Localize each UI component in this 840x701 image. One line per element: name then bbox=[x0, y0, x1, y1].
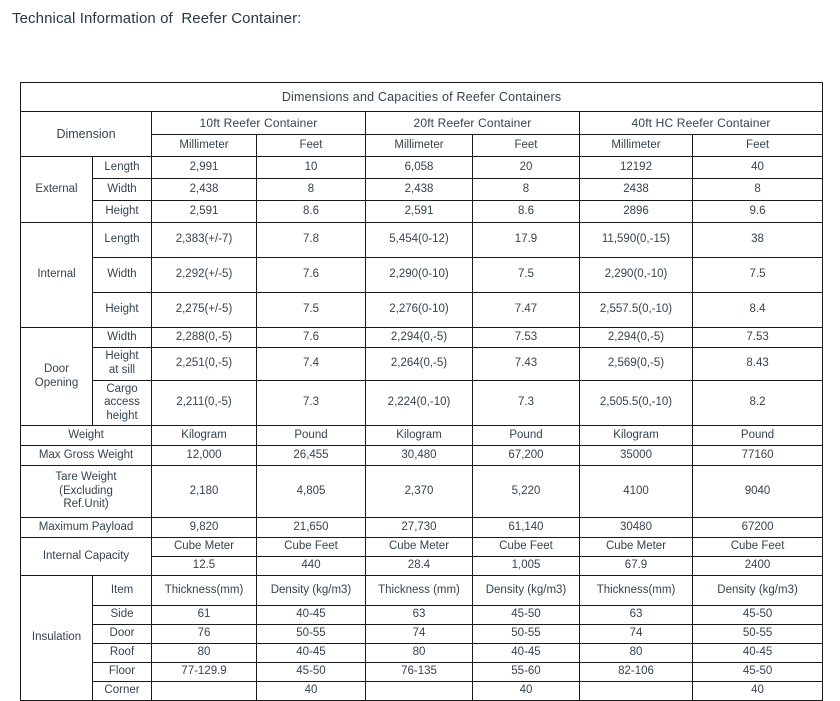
cell: 7.6 bbox=[257, 258, 366, 293]
row-label-external-width: Width bbox=[93, 179, 152, 201]
table-banner-row bbox=[21, 83, 823, 112]
label-line1: Height bbox=[105, 350, 139, 363]
cell: 40-45 bbox=[257, 606, 366, 625]
cell: 8 bbox=[693, 179, 823, 201]
row-label-external-height: Height bbox=[93, 201, 152, 223]
cell: 80 bbox=[152, 644, 257, 663]
label-line1: Tare Weight bbox=[55, 471, 117, 484]
table-row bbox=[21, 293, 823, 328]
cell: 2,264(0,-5) bbox=[366, 348, 473, 381]
weight-unit-kg-20ft: Kilogram bbox=[366, 426, 473, 446]
internal-capacity-label: Internal Capacity bbox=[21, 538, 152, 576]
cell: 40 bbox=[473, 682, 580, 701]
door-opening-label-line2: Opening bbox=[34, 376, 79, 389]
cell: 45-50 bbox=[693, 606, 823, 625]
unit-header-mm-20ft: Millimeter bbox=[366, 135, 473, 157]
cell: 9040 bbox=[693, 466, 823, 518]
row-label-internal-width: Width bbox=[93, 258, 152, 293]
cell: 50-55 bbox=[693, 625, 823, 644]
cell: 28.4 bbox=[366, 557, 473, 576]
insulation-unit-thickness-20ft: Thickness (mm) bbox=[366, 576, 473, 606]
cell: 67.9 bbox=[580, 557, 693, 576]
weight-unit-lb-20ft: Pound bbox=[473, 426, 580, 446]
cell: 45-50 bbox=[257, 663, 366, 682]
cell: 2,591 bbox=[152, 201, 257, 223]
cell: 8.43 bbox=[693, 348, 823, 381]
cell: 8.6 bbox=[257, 201, 366, 223]
cell: 10 bbox=[257, 157, 366, 179]
insulation-unit-thickness-10ft: Thickness(mm) bbox=[152, 576, 257, 606]
table-banner: Dimensions and Capacities of Reefer Containers bbox=[21, 83, 823, 112]
table-row bbox=[21, 223, 823, 258]
cell: 2,276(0-10) bbox=[366, 293, 473, 328]
cell: 2,290(0,-10) bbox=[580, 258, 693, 293]
internal-capacity-header-row bbox=[21, 538, 823, 557]
cell: 2,288(0,-5) bbox=[152, 328, 257, 348]
label-line2: (Excluding bbox=[59, 484, 113, 497]
cell: 12,000 bbox=[152, 446, 257, 466]
weight-unit-lb-10ft: Pound bbox=[257, 426, 366, 446]
cell: 74 bbox=[580, 625, 693, 644]
cell: 61,140 bbox=[473, 518, 580, 538]
table-row bbox=[21, 518, 823, 538]
cell: 6,058 bbox=[366, 157, 473, 179]
container-group-header-row bbox=[21, 112, 823, 135]
cell: 2,438 bbox=[152, 179, 257, 201]
row-label-tare-weight bbox=[21, 466, 152, 518]
cell: 76 bbox=[152, 625, 257, 644]
cell: 2896 bbox=[580, 201, 693, 223]
cell: 40-45 bbox=[257, 644, 366, 663]
cell: 40 bbox=[693, 682, 823, 701]
table-row bbox=[21, 466, 823, 518]
cell: 7.5 bbox=[693, 258, 823, 293]
unit-header-mm-10ft: Millimeter bbox=[152, 135, 257, 157]
label-line3: height bbox=[106, 409, 138, 422]
cell: 50-55 bbox=[257, 625, 366, 644]
cell bbox=[366, 682, 473, 701]
insulation-item-header: Item bbox=[93, 576, 152, 606]
cell: 80 bbox=[580, 644, 693, 663]
cell: 2,569(0,-5) bbox=[580, 348, 693, 381]
cell: 5,454(0-12) bbox=[366, 223, 473, 258]
cell: 7.47 bbox=[473, 293, 580, 328]
row-label-insulation-roof: Roof bbox=[93, 644, 152, 663]
row-label-max-gross-weight: Max Gross Weight bbox=[21, 446, 152, 466]
unit-header-ft-10ft: Feet bbox=[257, 135, 366, 157]
cell: 2,591 bbox=[366, 201, 473, 223]
cell: 7.8 bbox=[257, 223, 366, 258]
cell: 2,991 bbox=[152, 157, 257, 179]
row-label-insulation-door: Door bbox=[93, 625, 152, 644]
row-label-insulation-floor: Floor bbox=[93, 663, 152, 682]
cell: 80 bbox=[366, 644, 473, 663]
cell: 7.3 bbox=[257, 381, 366, 426]
cell: 1,005 bbox=[473, 557, 580, 576]
capacity-unit-m3-40ft: Cube Meter bbox=[580, 538, 693, 557]
weight-unit-kg-10ft: Kilogram bbox=[152, 426, 257, 446]
cell: 63 bbox=[366, 606, 473, 625]
cell: 45-50 bbox=[473, 606, 580, 625]
label-line2: at sill bbox=[108, 364, 136, 376]
cell: 9.6 bbox=[693, 201, 823, 223]
page-title: Technical Information of Reefer Container: bbox=[12, 10, 302, 27]
cell: 2,438 bbox=[366, 179, 473, 201]
reefer-container-spec-table bbox=[20, 82, 823, 701]
weight-header-row bbox=[21, 426, 823, 446]
cell bbox=[152, 682, 257, 701]
cell: 440 bbox=[257, 557, 366, 576]
insulation-header-row bbox=[21, 576, 823, 606]
cell: 12192 bbox=[580, 157, 693, 179]
cell: 30480 bbox=[580, 518, 693, 538]
capacity-unit-ft3-20ft: Cube Feet bbox=[473, 538, 580, 557]
table-row bbox=[21, 258, 823, 293]
cell: 27,730 bbox=[366, 518, 473, 538]
cell: 2,290(0-10) bbox=[366, 258, 473, 293]
cell: 35000 bbox=[580, 446, 693, 466]
cell: 7.53 bbox=[473, 328, 580, 348]
cell bbox=[580, 682, 693, 701]
row-label-door-width: Width bbox=[93, 328, 152, 348]
table-row bbox=[21, 157, 823, 179]
cell: 45-50 bbox=[693, 663, 823, 682]
cell: 2,292(+/-5) bbox=[152, 258, 257, 293]
capacity-unit-ft3-40ft: Cube Feet bbox=[693, 538, 823, 557]
cell: 2,251(0,-5) bbox=[152, 348, 257, 381]
cell: 61 bbox=[152, 606, 257, 625]
cell: 5,220 bbox=[473, 466, 580, 518]
cell: 8 bbox=[473, 179, 580, 201]
cell: 2,180 bbox=[152, 466, 257, 518]
row-label-insulation-side: Side bbox=[93, 606, 152, 625]
cell: 67,200 bbox=[473, 446, 580, 466]
table-row bbox=[21, 663, 823, 682]
cell: 4,805 bbox=[257, 466, 366, 518]
table-row bbox=[21, 606, 823, 625]
cell: 2438 bbox=[580, 179, 693, 201]
dimension-header: Dimension bbox=[21, 112, 152, 157]
table-row bbox=[21, 625, 823, 644]
cell: 76-135 bbox=[366, 663, 473, 682]
cell: 26,455 bbox=[257, 446, 366, 466]
cell: 55-60 bbox=[473, 663, 580, 682]
weight-section-label: Weight bbox=[21, 426, 152, 446]
table-row bbox=[21, 179, 823, 201]
group-label-door-opening bbox=[21, 328, 93, 426]
capacity-unit-ft3-10ft: Cube Feet bbox=[257, 538, 366, 557]
insulation-unit-density-20ft: Density (kg/m3) bbox=[473, 576, 580, 606]
cell: 7.5 bbox=[473, 258, 580, 293]
row-label-external-length: Length bbox=[93, 157, 152, 179]
cell: 7.43 bbox=[473, 348, 580, 381]
table-row bbox=[21, 201, 823, 223]
row-label-internal-length: Length bbox=[93, 223, 152, 258]
cell: 50-55 bbox=[473, 625, 580, 644]
insulation-unit-density-10ft: Density (kg/m3) bbox=[257, 576, 366, 606]
row-label-internal-height: Height bbox=[93, 293, 152, 328]
cell: 77160 bbox=[693, 446, 823, 466]
cell: 2,294(0,-5) bbox=[580, 328, 693, 348]
table-row bbox=[21, 644, 823, 663]
table-row bbox=[21, 682, 823, 701]
door-opening-label-line1: Door bbox=[44, 362, 69, 375]
weight-unit-lb-40ft: Pound bbox=[693, 426, 823, 446]
insulation-unit-density-40ft: Density (kg/m3) bbox=[693, 576, 823, 606]
capacity-unit-m3-20ft: Cube Meter bbox=[366, 538, 473, 557]
cell: 7.6 bbox=[257, 328, 366, 348]
cell: 74 bbox=[366, 625, 473, 644]
group-header-40ft-hc: 40ft HC Reefer Container bbox=[580, 112, 823, 135]
cell: 40-45 bbox=[473, 644, 580, 663]
cell: 12.5 bbox=[152, 557, 257, 576]
cell: 8 bbox=[257, 179, 366, 201]
cell: 4100 bbox=[580, 466, 693, 518]
cell: 40-45 bbox=[693, 644, 823, 663]
cell: 2,383(+/-7) bbox=[152, 223, 257, 258]
cell: 7.53 bbox=[693, 328, 823, 348]
cell: 30,480 bbox=[366, 446, 473, 466]
unit-header-mm-40ft: Millimeter bbox=[580, 135, 693, 157]
cell: 77-129.9 bbox=[152, 663, 257, 682]
group-label-internal: Internal bbox=[21, 223, 93, 328]
cell: 11,590(0,-15) bbox=[580, 223, 693, 258]
cell: 8.4 bbox=[693, 293, 823, 328]
cell: 2,275(+/-5) bbox=[152, 293, 257, 328]
cell: 2,211(0,-5) bbox=[152, 381, 257, 426]
cell: 9,820 bbox=[152, 518, 257, 538]
label-line1: Cargo bbox=[106, 382, 138, 395]
cell: 8.6 bbox=[473, 201, 580, 223]
cell: 20 bbox=[473, 157, 580, 179]
cell: 2400 bbox=[693, 557, 823, 576]
cell: 82-106 bbox=[580, 663, 693, 682]
unit-header-ft-40ft: Feet bbox=[693, 135, 823, 157]
cell: 7.5 bbox=[257, 293, 366, 328]
group-label-insulation: Insulation bbox=[21, 576, 93, 701]
row-label-insulation-corner: Corner bbox=[93, 682, 152, 701]
table-row bbox=[21, 348, 823, 381]
capacity-unit-m3-10ft: Cube Meter bbox=[152, 538, 257, 557]
cell: 63 bbox=[580, 606, 693, 625]
cell: 21,650 bbox=[257, 518, 366, 538]
cell: 7.4 bbox=[257, 348, 366, 381]
group-header-20ft: 20ft Reefer Container bbox=[366, 112, 580, 135]
table-row bbox=[21, 446, 823, 466]
cell: 2,294(0,-5) bbox=[366, 328, 473, 348]
group-label-external: External bbox=[21, 157, 93, 223]
unit-header-ft-20ft: Feet bbox=[473, 135, 580, 157]
label-line2: access bbox=[104, 396, 140, 409]
weight-unit-kg-40ft: Kilogram bbox=[580, 426, 693, 446]
cell: 8.2 bbox=[693, 381, 823, 426]
group-header-10ft: 10ft Reefer Container bbox=[152, 112, 366, 135]
cell: 2,370 bbox=[366, 466, 473, 518]
cell: 38 bbox=[693, 223, 823, 258]
cell: 40 bbox=[693, 157, 823, 179]
cell: 67200 bbox=[693, 518, 823, 538]
cell: 17.9 bbox=[473, 223, 580, 258]
insulation-unit-thickness-40ft: Thickness(mm) bbox=[580, 576, 693, 606]
table-row bbox=[21, 381, 823, 426]
cell: 2,557.5(0,-10) bbox=[580, 293, 693, 328]
cell: 40 bbox=[257, 682, 366, 701]
cell: 2,505.5(0,-10) bbox=[580, 381, 693, 426]
table-row bbox=[21, 328, 823, 348]
label-line3: Ref.Unit) bbox=[63, 498, 109, 511]
cell: 7.3 bbox=[473, 381, 580, 426]
row-label-door-height-at-sill bbox=[93, 348, 152, 381]
row-label-maximum-payload: Maximum Payload bbox=[21, 518, 152, 538]
row-label-door-cargo-access-height bbox=[93, 381, 152, 426]
cell: 2,224(0,-10) bbox=[366, 381, 473, 426]
